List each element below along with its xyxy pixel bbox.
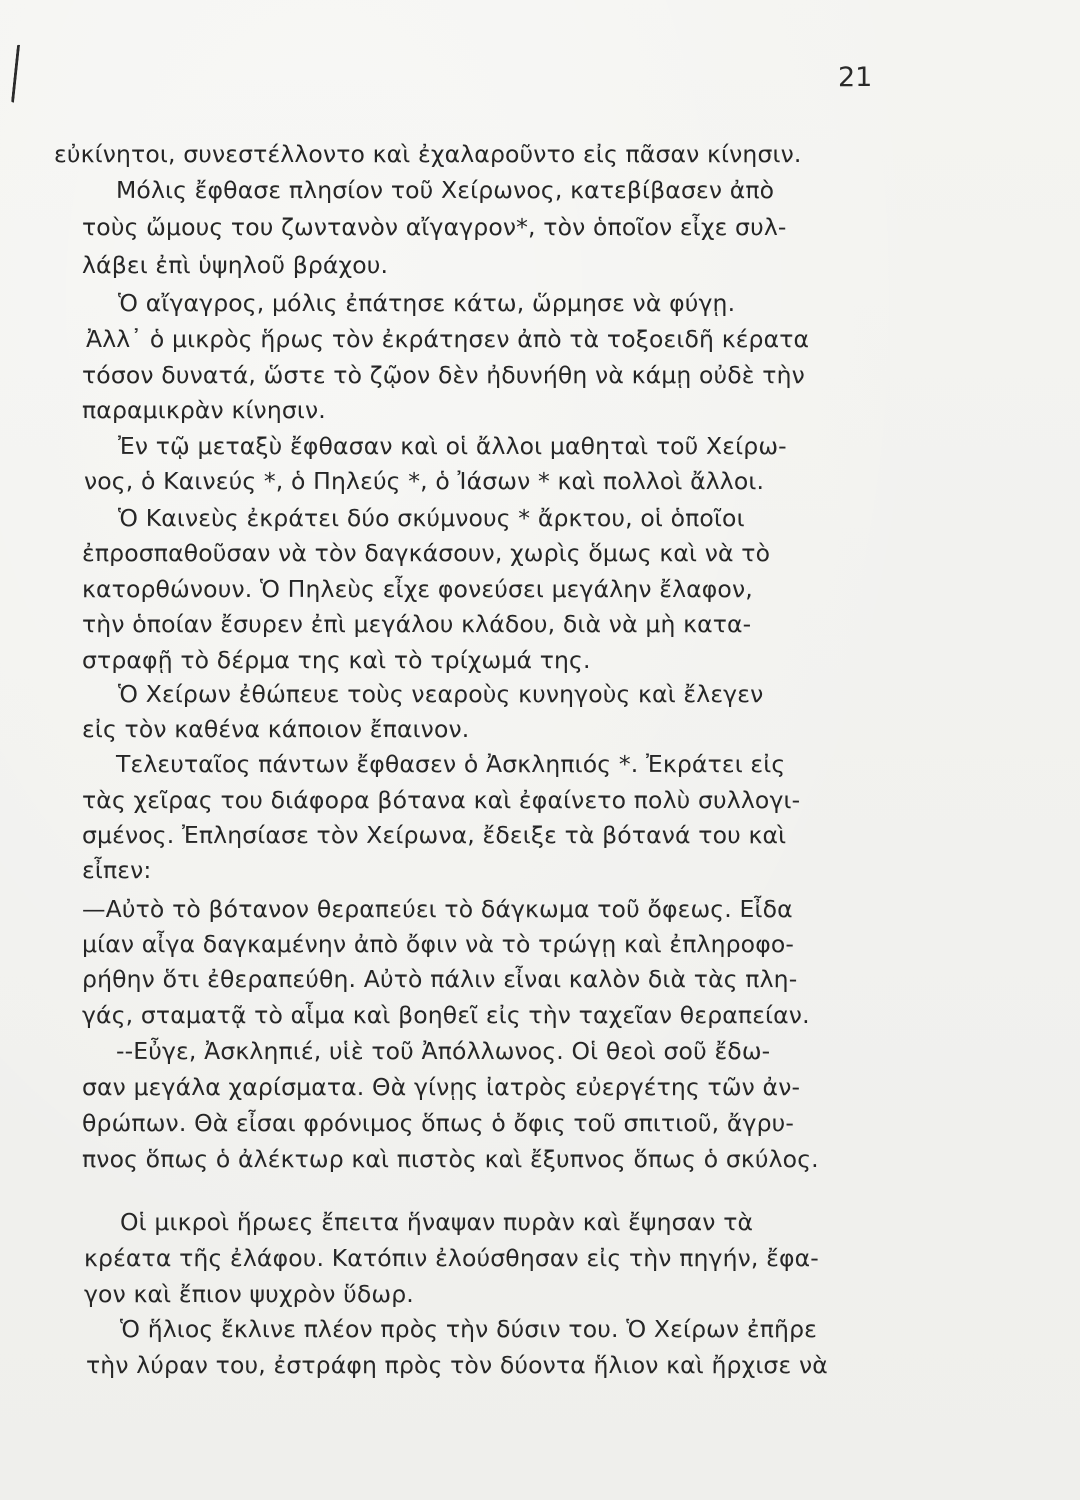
text-line: πνος ὅπως ὁ ἀλέκτωρ καὶ πιστὸς καὶ ἔξυπνος ὅπως ὁ σκύλος.: [82, 1145, 819, 1173]
text-line: θρώπων. Θὰ εἶσαι φρόνιμος ὅπως ὁ ὄφις τοῦ σπιτιοῦ, ἄγρυ-: [82, 1109, 795, 1137]
text-line: ρήθην ὅτι ἐθεραπεύθη. Αὐτὸ πάλιν εἶναι καλὸν διὰ τὰς πλη-: [82, 965, 798, 993]
text-line: εὐκίνητοι, συνεστέλλοντο καὶ ἐχαλαροῦντο εἰς πᾶσαν κίνησιν.: [54, 140, 802, 168]
text-line: σαν μεγάλα χαρίσματα. Θὰ γίνῃς ἰατρὸς εὐεργέτης τῶν ἀν-: [82, 1073, 801, 1101]
text-line: κατορθώνουν. Ὁ Πηλεὺς εἶχε φονεύσει μεγάλην ἔλαφον,: [82, 575, 753, 603]
text-line: Οἱ μικροὶ ἥρωες ἔπειτα ἥναψαν πυρὰν καὶ ἔψησαν τὰ: [120, 1208, 754, 1236]
text-line: γον καὶ ἔπιον ψυχρὸν ὕδωρ.: [84, 1280, 414, 1308]
text-line: Ἀλλ᾽ ὁ μικρὸς ἥρως τὸν ἐκράτησεν ἀπὸ τὰ τοξοειδῆ κέρατα: [86, 325, 810, 353]
text-line: Ὁ ἥλιος ἔκλινε πλέον πρὸς τὴν δύσιν του. Ὁ Χείρων ἐπῆρε: [120, 1315, 818, 1343]
text-line: —Αὐτὸ τὸ βότανον θεραπεύει τὸ δάγκωμα τοῦ ὄφεως. Εἶδα: [82, 895, 793, 923]
text-line: λάβει ἐπὶ ὑψηλοῦ βράχου.: [82, 251, 389, 279]
text-line: μίαν αἶγα δαγκαμένην ἀπὸ ὄφιν νὰ τὸ τρώγῃ καὶ ἐπληροφο-: [82, 930, 795, 958]
text-line: Ὁ Χείρων ἐθώπευε τοὺς νεαροὺς κυνηγοὺς καὶ ἔλεγεν: [118, 680, 764, 708]
text-line: τὴν λύραν του, ἐστράφη πρὸς τὸν δύοντα ἥλιον καὶ ἤρχισε νὰ: [86, 1351, 828, 1379]
text-line: Μόλις ἔφθασε πλησίον τοῦ Χείρωνος, κατεβίβασεν ἀπὸ: [116, 176, 775, 204]
text-line: --Εὖγε, Ἀσκληπιέ, υἱὲ τοῦ Ἀπόλλωνος. Οἱ θεοὶ σοῦ ἔδω-: [116, 1037, 771, 1065]
text-line: κρέατα τῆς ἐλάφου. Κατόπιν ἐλούσθησαν εἰς τὴν πηγήν, ἔφα-: [84, 1244, 819, 1272]
text-line: σμένος. Ἐπλησίασε τὸν Χείρωνα, ἔδειξε τὰ βότανά του καὶ: [82, 821, 787, 849]
text-line: Τελευταῖος πάντων ἔφθασεν ὁ Ἀσκληπιός *. Ἐκράτει εἰς: [116, 750, 786, 778]
text-line: νος, ὁ Καινεύς *, ὁ Πηλεύς *, ὁ Ἰάσων * καὶ πολλοὶ ἄλλοι.: [84, 467, 765, 495]
text-line: γάς, σταματᾷ τὸ αἷμα καὶ βοηθεῖ εἰς τὴν ταχεῖαν θεραπείαν.: [82, 1001, 810, 1029]
text-line: στραφῇ τὸ δέρμα της καὶ τὸ τρίχωμά της.: [82, 646, 591, 674]
text-line: Ὁ αἴγαγρος, μόλις ἐπάτησε κάτω, ὥρμησε νὰ φύγῃ.: [118, 289, 736, 317]
text-line: εἰς τὸν καθένα κάποιον ἔπαινον.: [82, 715, 470, 743]
page-number: 21: [838, 62, 873, 93]
text-line: τὴν ὁποίαν ἔσυρεν ἐπὶ μεγάλου κλάδου, διὰ νὰ μὴ κατα-: [82, 610, 752, 638]
text-line: τοὺς ὤμους του ζωντανὸν αἴγαγρον*, τὸν ὁποῖον εἶχε συλ-: [82, 213, 787, 241]
text-line: τόσον δυνατά, ὥστε τὸ ζῷον δὲν ἠδυνήθη νὰ κάμῃ οὐδὲ τὴν: [82, 361, 805, 389]
pen-mark: [11, 45, 28, 104]
text-line: Ἐν τῷ μεταξὺ ἔφθασαν καὶ οἱ ἄλλοι μαθηταὶ τοῦ Χείρω-: [118, 432, 787, 460]
text-line: Ὁ Καινεὺς ἐκράτει δύο σκύμνους * ἄρκτου, οἱ ὁποῖοι: [118, 504, 745, 532]
text-line: εἶπεν:: [82, 856, 152, 884]
text-line: παραμικρὰν κίνησιν.: [82, 396, 326, 424]
text-line: ἐπροσπαθοῦσαν νὰ τὸν δαγκάσουν, χωρὶς ὅμως καὶ νὰ τὸ: [82, 539, 771, 567]
text-line: τὰς χεῖρας του διάφορα βότανα καὶ ἐφαίνετο πολὺ συλλογι-: [82, 786, 801, 814]
